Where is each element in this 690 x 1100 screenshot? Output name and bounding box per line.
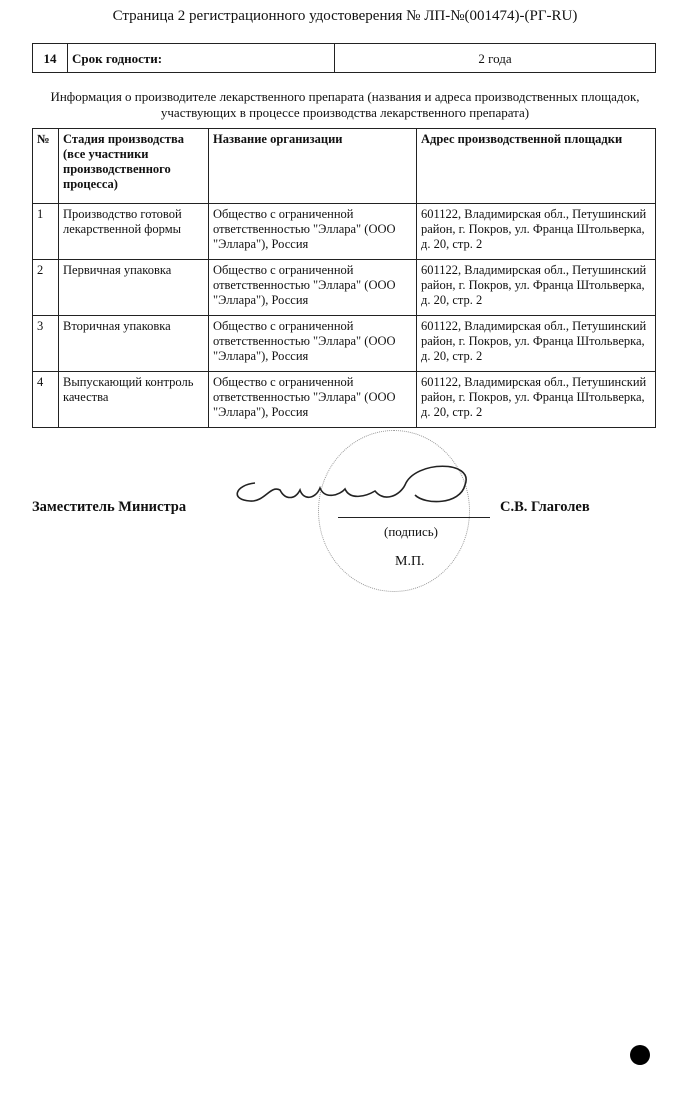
row-address: 601122, Владимирская обл., Петушинский район, г. Покров, ул. Франца Штольверка, д. 20, стр. 2 bbox=[417, 260, 656, 316]
row-address: 601122, Владимирская обл., Петушинский район, г. Покров, ул. Франца Штольверка, д. 20, стр. 2 bbox=[417, 372, 656, 428]
manufacturer-intro: Информация о производителе лекарственного препарата (названия и адреса производственных площадок, участвующих в процессе производства лекарственного препарата) bbox=[50, 89, 640, 120]
table-row bbox=[33, 316, 656, 372]
row-number: 2 bbox=[33, 260, 59, 316]
header-stage: Стадия производства (все участники производственного процесса) bbox=[59, 129, 209, 204]
row-number: 14 bbox=[33, 44, 68, 73]
row-number: 3 bbox=[33, 316, 59, 372]
row-org: Общество с ограниченной ответственностью "Эллара" (ООО "Эллара"), Россия bbox=[209, 260, 417, 316]
row-address: 601122, Владимирская обл., Петушинский район, г. Покров, ул. Франца Штольверка, д. 20, стр. 2 bbox=[417, 204, 656, 260]
row-stage: Производство готовой лекарственной формы bbox=[59, 204, 209, 260]
signatory-name: С.В. Глаголев bbox=[500, 499, 590, 515]
row-stage: Вторичная упаковка bbox=[59, 316, 209, 372]
header-number: № bbox=[33, 129, 59, 204]
table-row bbox=[33, 260, 656, 316]
row-number: 1 bbox=[33, 204, 59, 260]
row-number: 4 bbox=[33, 372, 59, 428]
signatory-position: Заместитель Министра bbox=[32, 499, 187, 515]
signature-line bbox=[338, 517, 490, 518]
row-address: 601122, Владимирская обл., Петушинский район, г. Покров, ул. Франца Штольверка, д. 20, стр. 2 bbox=[417, 316, 656, 372]
table-row bbox=[33, 372, 656, 428]
manufacturer-table bbox=[32, 128, 656, 428]
handwritten-signature bbox=[225, 455, 485, 525]
row-org: Общество с ограниченной ответственностью "Эллара" (ООО "Эллара"), Россия bbox=[209, 204, 417, 260]
signature-caption: (подпись) bbox=[384, 524, 438, 539]
seal-label: М.П. bbox=[395, 554, 425, 569]
shelf-life-table bbox=[32, 43, 656, 73]
table-row bbox=[33, 204, 656, 260]
shelf-life-label: Срок годности: bbox=[68, 44, 335, 73]
shelf-life-value: 2 года bbox=[335, 44, 656, 73]
black-dot-mark bbox=[630, 1045, 650, 1065]
header-address: Адрес производственной площадки bbox=[417, 129, 656, 204]
row-stage: Первичная упаковка bbox=[59, 260, 209, 316]
row-org: Общество с ограниченной ответственностью "Эллара" (ООО "Эллара"), Россия bbox=[209, 372, 417, 428]
table-row bbox=[33, 44, 656, 73]
table-header bbox=[33, 129, 656, 204]
header-org: Название организации bbox=[209, 129, 417, 204]
page-title: Страница 2 регистрационного удостоверения № ЛП-№(001474)-(РГ-RU) bbox=[112, 8, 578, 24]
row-stage: Выпускающий контроль качества bbox=[59, 372, 209, 428]
row-org: Общество с ограниченной ответственностью "Эллара" (ООО "Эллара"), Россия bbox=[209, 316, 417, 372]
